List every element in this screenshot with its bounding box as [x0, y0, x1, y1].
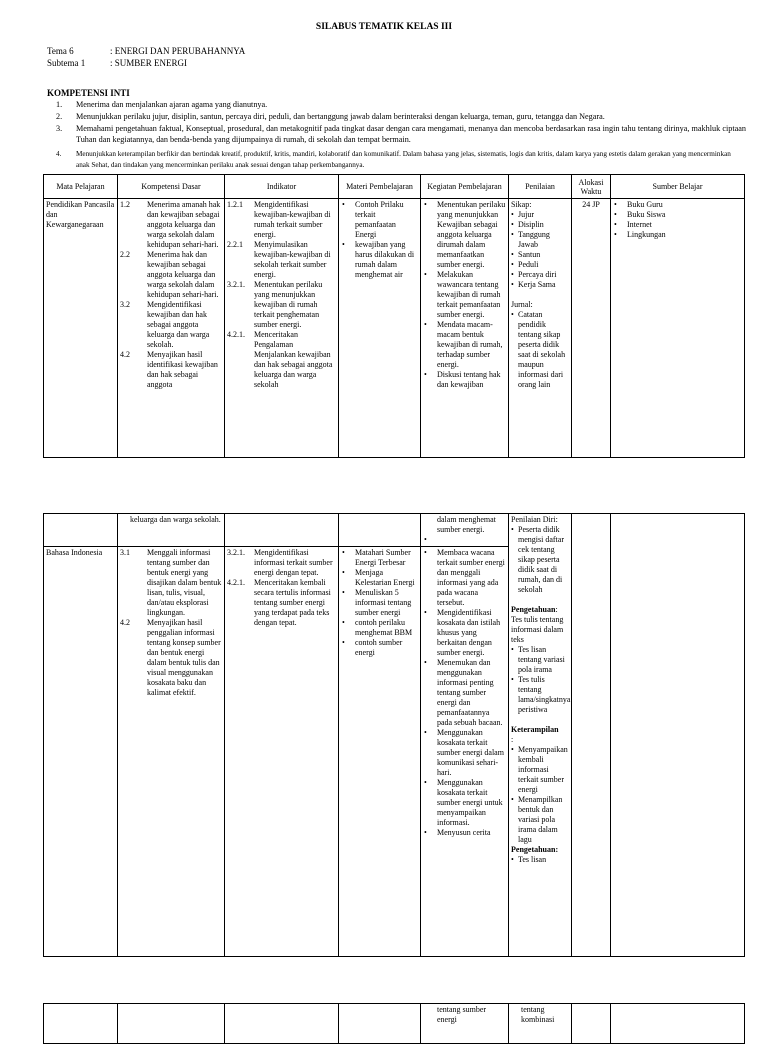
- kegiatan-text: Menggunakan kosakata terkait sumber energi untuk menyampaikan informasi.: [437, 778, 503, 827]
- keterampilan-item: [511, 745, 569, 795]
- pengetahuan-label: Pengetahuan:: [511, 845, 559, 854]
- pengetahuan-text: Tes tulis tentang lama/singkatnya peristiwa: [518, 675, 571, 714]
- header-sumber: Sumber Belajar: [611, 175, 745, 199]
- bullet-icon: •: [511, 745, 514, 754]
- kegiatan-item: [423, 778, 506, 828]
- kd-text: Menyajikan hasil penggalian informasi tentang konsep sumber dan bentuk energi dalam bentuk tulis dan visual menggunakan kosakata baku dan kalimat efektif.: [147, 618, 221, 697]
- sikap-item: [511, 270, 569, 280]
- indikator-num: 4.2.1.: [227, 330, 245, 339]
- mapel-cell: Bahasa Indonesia: [44, 547, 118, 957]
- tema-label: Tema 6: [47, 46, 74, 56]
- indikator-cell: [225, 547, 339, 957]
- sikap-text: Disiplin: [518, 220, 544, 229]
- kegiatan-text: Mengidentifikasi kosakata dan istilah khusus yang berkaitan dengan sumber energi.: [437, 608, 501, 657]
- kd-item: [120, 250, 222, 300]
- indikator-cell: [225, 514, 339, 547]
- bullet-icon: •: [342, 618, 345, 627]
- bullet-icon: •: [424, 320, 427, 329]
- kegiatan-text: Menggunakan kosakata terkait sumber energi dalam komunikasi sehari-hari.: [437, 728, 504, 777]
- indikator-item: [227, 240, 336, 280]
- kegiatan-item: [423, 658, 506, 728]
- sumber-text: Buku Siswa: [627, 210, 666, 219]
- bullet-icon: •: [342, 588, 345, 597]
- materi-text: Menuliskan 5 informasi tentang sumber energi: [355, 588, 412, 617]
- sumber-item: [613, 210, 742, 220]
- materi-text: Matahari Sumber Energi Terbesar: [355, 548, 411, 567]
- syllabus-table-part-2: [43, 513, 745, 957]
- kd-item: [120, 350, 222, 390]
- indikator-text: Menentukan perilaku yang menunjukkan kewajiban di rumah terkait penghematan sumber energi.: [254, 280, 323, 329]
- ki-number: 2.: [56, 112, 63, 121]
- sikap-item: [511, 210, 569, 220]
- keterampilan-text: Menampilkan bentuk dan variasi pola irama dalam lagu: [518, 795, 563, 844]
- penilaian-diri-item: [511, 525, 569, 595]
- kd-text: Menggali informasi tentang sumber dan bentuk energi yang disajikan dalam bentuk lisan, tulis, visual, dan/atau eksplorasi lingkungan.: [147, 548, 222, 617]
- materi-item: [341, 568, 418, 588]
- mapel-cell: Pendidikan Pancasila dan Kewarganegaraan: [44, 199, 118, 458]
- pengetahuan-text: Tes lisan tentang variasi pola irama: [518, 645, 565, 674]
- kd-item: [120, 548, 222, 618]
- tema-line: [47, 46, 245, 56]
- kd-num: 1.2: [120, 200, 130, 209]
- kd-item: [120, 200, 222, 250]
- sikap-item: [511, 230, 569, 250]
- bullet-icon: •: [424, 270, 427, 279]
- indikator-num: 2.2.1: [227, 240, 243, 249]
- pengetahuan-block: Pengetahuan:: [511, 605, 558, 614]
- indikator-item: [227, 280, 336, 330]
- subtema-line: [47, 58, 187, 68]
- jurnal-label: Jurnal:: [511, 300, 533, 309]
- kd-text: Menerima hak dan kewajiban sebagai anggota keluarga dan warga sekolah dalam kehidupan sehari-hari.: [147, 250, 219, 299]
- bullet-icon: •: [342, 200, 345, 209]
- indikator-text: Menyimulasikan kewajiban-kewajiban di sekolah terkait sumber energi.: [254, 240, 331, 279]
- kegiatan-item: [423, 728, 506, 778]
- ki-text: Menunjukkan keterampilan berfikir dan bertindak kreatif, produktif, kritis, mandiri, kolaboratif dan komunikatif. Dalam bahasa yang jelas, sistematis, logis dan kritis, dalam karya yang estetis dalam gerakan yang mencerminkan anak Sehat, dan tindakan yang mencerminkan perilaku anak sesuai dengan tahap perkembangannya.: [76, 150, 731, 169]
- header-kegiatan: Kegiatan Pembelajaran: [421, 175, 509, 199]
- ki-item: [56, 124, 746, 145]
- indikator-num: 3.2.1.: [227, 280, 245, 289]
- bullet-icon: •: [511, 795, 514, 804]
- materi-cell: [339, 199, 421, 458]
- kd-num: 4.2: [120, 350, 130, 359]
- kegiatan-text: Diskusi tentang hak dan kewajiban: [437, 370, 501, 389]
- indikator-cell: [225, 199, 339, 458]
- sumber-item: [613, 230, 742, 240]
- sikap-text: Peduli: [518, 260, 539, 269]
- tema-value: : ENERGI DAN PERUBAHANNYA: [110, 46, 246, 56]
- indikator-text: Mengidentifikasi kewajiban-kewajiban di rumah terkait sumber energi.: [254, 200, 331, 239]
- sikap-label: Sikap:: [511, 200, 532, 209]
- header-indikator: Indikator: [225, 175, 339, 199]
- kd-num: 3.2: [120, 300, 130, 309]
- indikator-num: 1.2.1: [227, 200, 243, 209]
- bullet-icon: •: [614, 230, 617, 239]
- bullet-icon: •: [614, 210, 617, 219]
- materi-text: contoh sumber energi: [355, 638, 403, 657]
- indikator-text: Mengidentifikasi informasi terkait sumber energi dengan tepat.: [254, 548, 333, 577]
- materi-item: [341, 638, 418, 658]
- bullet-icon: •: [511, 675, 514, 684]
- bullet-icon: •: [342, 240, 345, 249]
- subtema-value: : SUMBER ENERGI: [110, 58, 188, 68]
- kegiatan-text: Melakukan wawancara tentang kewajiban di rumah terkait pemanfaatan sumber energi.: [437, 270, 501, 319]
- table-row: [44, 199, 745, 458]
- header-mapel: Mata Pelajaran: [44, 175, 118, 199]
- kd-item: [120, 300, 222, 350]
- kompetensi-inti-heading: KOMPETENSI INTI: [47, 88, 130, 98]
- materi-text: kewajiban yang harus dilakukan di rumah dalam menghemat air: [355, 240, 415, 279]
- indikator-text: Menceritakan kembali secara tertulis informasi tentang sumber energi yang terdapat pada teks dengan tepat.: [254, 578, 331, 627]
- penilaian-diri-text: Peserta didik mengisi daftar cek tentang sikap peserta didik saat di rumah, dan di sekolah: [518, 525, 564, 594]
- pengetahuan-item: [511, 675, 569, 715]
- kegiatan-text: Menemukan dan menggunakan informasi penting tentang sumber energi dan pemanfaatannya pada sebuah bacaan.: [437, 658, 503, 727]
- materi-item: [341, 588, 418, 618]
- sikap-text: Santun: [518, 250, 541, 259]
- sumber-text: Lingkungan: [627, 230, 666, 239]
- indikator-item: [227, 330, 336, 390]
- kegiatan-item: [423, 200, 506, 270]
- kegiatan-item: [423, 828, 506, 838]
- kegiatan-item: [423, 270, 506, 320]
- kegiatan-item: [423, 370, 506, 390]
- bullet-icon: •: [511, 210, 514, 219]
- table-header-row: [44, 175, 745, 199]
- bullet-icon: •: [424, 535, 427, 544]
- sumber-item: [613, 200, 742, 210]
- penilaian-cell: [509, 199, 572, 458]
- bullet-icon: •: [511, 270, 514, 279]
- sumber-text: Buku Guru: [627, 200, 663, 209]
- kd-item: [120, 618, 222, 698]
- sumber-item: [613, 220, 742, 230]
- bullet-icon: •: [424, 370, 427, 379]
- pengetahuan-label: Pengetahuan: [511, 605, 556, 614]
- kd-text: keluarga dan warga sekolah.: [130, 515, 221, 524]
- ki-item: [56, 149, 746, 171]
- kd-cell: [118, 547, 225, 957]
- materi-item: [341, 548, 418, 568]
- bullet-icon: •: [511, 250, 514, 259]
- materi-text: contoh perilaku menghemat BBM: [355, 618, 413, 637]
- pengetahuan-item: [511, 645, 569, 675]
- pengetahuan-text: Tes lisan: [518, 855, 547, 864]
- header-kd: Kompetensi Dasar: [118, 175, 225, 199]
- sumber-text: Internet: [627, 220, 652, 229]
- bullet-icon: •: [424, 728, 427, 737]
- bullet-icon: •: [424, 778, 427, 787]
- bullet-icon: •: [511, 230, 514, 239]
- bullet-icon: •: [511, 310, 514, 319]
- penilaian-diri-label: Penilaian Diri:: [511, 515, 558, 524]
- materi-text: Menjaga Kelestarian Energi: [355, 568, 415, 587]
- kegiatan-cell: [421, 199, 509, 458]
- kd-cell: [118, 514, 225, 547]
- sikap-item: [511, 220, 569, 230]
- indikator-item: [227, 548, 336, 578]
- bullet-icon: •: [511, 220, 514, 229]
- bullet-icon: •: [614, 220, 617, 229]
- alokasi-cell: 24 JP: [572, 199, 611, 458]
- sumber-cell: [611, 514, 745, 957]
- kegiatan-text: Menyusun cerita: [437, 828, 491, 837]
- kegiatan-text: tentang sumber energi: [437, 1005, 487, 1024]
- keterampilan-text: Menyampaikan kembali informasi terkait sumber energi: [518, 745, 568, 794]
- sikap-item: [511, 280, 569, 290]
- ki-number: 4.: [56, 150, 62, 158]
- pengetahuan-text: Tes tulis tentang informasi dalam teks: [511, 615, 564, 644]
- bullet-icon: •: [424, 608, 427, 617]
- kegiatan-cell: [421, 547, 509, 957]
- bullet-icon: •: [342, 638, 345, 647]
- kegiatan-item: [423, 548, 506, 608]
- kd-text: Mengidentifikasi kewajiban dan hak sebagai anggota keluarga dan warga sekolah.: [147, 300, 210, 349]
- bullet-icon: •: [511, 525, 514, 534]
- ki-item: [56, 112, 746, 123]
- penilaian-text: tentang kombinasi: [521, 1005, 555, 1024]
- kegiatan-item: [423, 320, 506, 370]
- bullet-icon: •: [424, 658, 427, 667]
- sikap-text: Jujur: [518, 210, 534, 219]
- kd-text: Menyajikan hasil identifikasi kewajiban dan hak sebagai anggota: [147, 350, 218, 389]
- kegiatan-text: Mendata macam-macam bentuk kewajiban di rumah, terhadap sumber energi.: [437, 320, 503, 369]
- indikator-text: Menceritakan Pengalaman Menjalankan kewajiban dan hak sebagai anggota keluarga dan warga sekolah: [254, 330, 333, 389]
- kd-num: 4.2: [120, 618, 130, 627]
- materi-cell: [339, 514, 421, 547]
- penilaian-cell: Penilaian Diri: • Peserta didik mengisi daftar cek tentang sikap peserta didik saat di rumah, dan di sekolah Pengetahuan: Tes tulis tentang informasi dalam teks • Tes lisan tentang variasi pola irama • Tes tulis tentang lama/singkatnya peristiwa Keterampilan : • Menyampaikan kembali informasi terkait sumber energi • Menampilkan bentuk dan variasi pola irama dalam lagu Pengetahuan: • Tes lisan: [509, 514, 572, 957]
- bullet-icon: •: [424, 200, 427, 209]
- materi-item: [341, 618, 418, 638]
- keterampilan-label: Keterampilan: [511, 725, 559, 734]
- bullet-icon: •: [511, 645, 514, 654]
- kegiatan-text: Membaca wacana terkait sumber energi dan menggali informasi yang ada pada wacana tersebut.: [437, 548, 505, 607]
- kegiatan-text: Menentukan perilaku yang menunjukkan Kewajiban sebagai anggota keluarga dirumah dalam memanfaatkan sumber energi.: [437, 200, 506, 269]
- sikap-item: [511, 250, 569, 260]
- bullet-icon: •: [424, 828, 427, 837]
- ki-text: Menunjukkan perilaku jujur, disiplin, santun, percaya diri, peduli, dan bertanggung jawab dalam berinteraksi dengan keluarga, teman, guru, tetangga dan Negara.: [76, 112, 605, 121]
- jurnal-item: [511, 310, 569, 390]
- kd-num: 2.2: [120, 250, 130, 259]
- indikator-num: 4.2.1.: [227, 578, 245, 587]
- kegiatan-item: [423, 608, 506, 658]
- materi-item: [341, 200, 418, 240]
- sikap-text: Tanggung Jawab: [518, 230, 550, 249]
- indikator-num: 3.2.1.: [227, 548, 245, 557]
- indikator-item: [227, 200, 336, 240]
- sikap-text: Percaya diri: [518, 270, 557, 279]
- materi-cell: [339, 547, 421, 957]
- indikator-item: [227, 578, 336, 628]
- materi-item: [341, 240, 418, 280]
- bullet-icon: •: [342, 548, 345, 557]
- keterampilan-item: [511, 795, 569, 845]
- sikap-item: [511, 260, 569, 270]
- kd-num: 3.1: [120, 548, 130, 557]
- sikap-text: Kerja Sama: [518, 280, 556, 289]
- bullet-icon: •: [614, 200, 617, 209]
- header-materi: Materi Pembelajaran: [339, 175, 421, 199]
- materi-text: Contoh Prilaku terkait pemanfaatan Energi: [355, 200, 404, 239]
- kd-text: Menerima amanah hak dan kewajiban sebagai anggota keluarga dan warga sekolah dalam kehidupan sehari-hari.: [147, 200, 221, 249]
- ki-text: Memahami pengetahuan faktual, Konseptual, prosedural, dan metakognitif pada tingkat dasar dengan cara mengamati, menanya dan mencoba berdasarkan rasa ingin tahu tentang dirinya, makhluk ciptaan Tuhan dan kegiatannya, dan benda-benda yang dijumpainya di rumah, di sekolah dan tempat bermain.: [76, 124, 746, 144]
- bullet-icon: •: [342, 568, 345, 577]
- syllabus-table-part-1: [43, 174, 745, 458]
- header-penilaian: Penilaian: [509, 175, 572, 199]
- kegiatan-item: [423, 515, 506, 535]
- header-alokasi: Alokasi Waktu: [572, 175, 611, 199]
- ki-number: 1.: [56, 100, 63, 109]
- kegiatan-text: dalam menghemat sumber energi.: [437, 515, 496, 534]
- kd-cell: [118, 199, 225, 458]
- bullet-icon: •: [511, 260, 514, 269]
- bullet-icon: •: [424, 548, 427, 557]
- bullet-icon: •: [511, 280, 514, 289]
- bullet-icon: •: [511, 855, 514, 864]
- pengetahuan-item: [511, 855, 569, 865]
- ki-text: Menerima dan menjalankan ajaran agama yang dianutnya.: [76, 100, 268, 109]
- kegiatan-cell: [421, 514, 509, 547]
- subtema-label: Subtema 1: [47, 58, 86, 68]
- jurnal-text: Catatan pendidik tentang sikap peserta didik saat di sekolah maupun informasi dari orang lain: [518, 310, 566, 389]
- mapel-cell: [44, 514, 118, 547]
- alokasi-cell: [572, 514, 611, 957]
- sumber-cell: [611, 199, 745, 458]
- table-row: [44, 514, 745, 547]
- page-title: SILABUS TEMATIK KELAS III: [315, 22, 453, 32]
- ki-number: 3.: [56, 124, 63, 133]
- ki-item: [56, 100, 746, 111]
